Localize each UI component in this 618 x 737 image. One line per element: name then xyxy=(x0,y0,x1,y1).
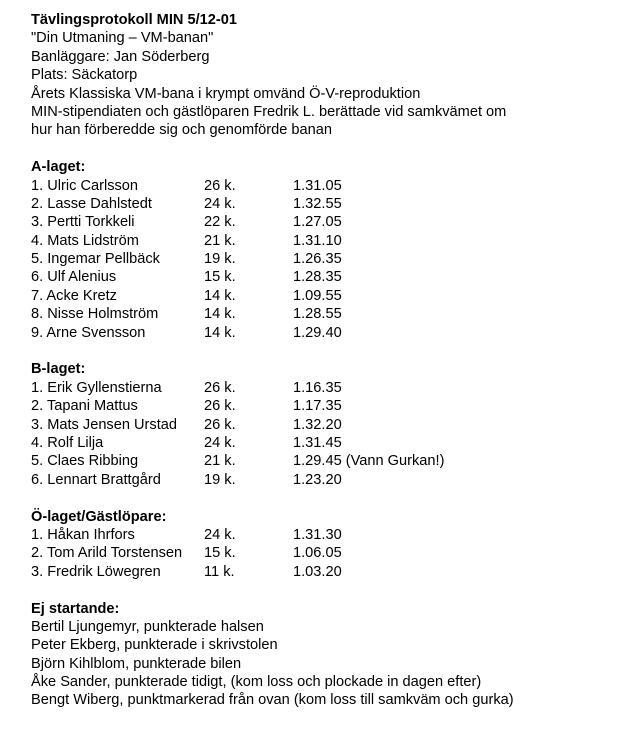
runner-time: 1.28.35 xyxy=(293,269,342,286)
runner-time: 1.32.55 xyxy=(293,195,342,212)
non-starter-line: Peter Ekberg, punkterade i skrivstolen xyxy=(31,637,278,654)
runner-score: 19 k. xyxy=(204,251,236,268)
intro-block xyxy=(31,29,611,139)
result-row xyxy=(31,452,611,470)
intro-line: Plats: Säckatorp xyxy=(31,67,138,84)
runner-score: 24 k. xyxy=(204,434,236,451)
result-row xyxy=(31,526,611,544)
runner-score: 22 k. xyxy=(204,214,236,231)
non-starter-line: Bengt Wiberg, punktmarkerad från ovan (kom loss till samkväm och gurka) xyxy=(31,692,514,709)
runner-time: 1.31.45 xyxy=(293,434,342,451)
runner-score: 26 k. xyxy=(204,379,236,396)
runner-name: 2. Tapani Mattus xyxy=(31,398,138,415)
runner-score: 21 k. xyxy=(204,453,236,470)
runner-score: 14 k. xyxy=(204,306,236,323)
result-row xyxy=(31,416,611,434)
result-row xyxy=(31,195,611,213)
runner-score: 26 k. xyxy=(204,398,236,415)
section-heading: Ej startande: xyxy=(31,600,120,617)
result-row xyxy=(31,563,611,581)
non-starters-section xyxy=(31,600,611,710)
result-row xyxy=(31,434,611,452)
runner-time: 1.31.10 xyxy=(293,232,342,249)
runner-time: 1.29.45 (Vann Gurkan!) xyxy=(293,453,445,470)
runner-time: 1.16.35 xyxy=(293,379,342,396)
result-row xyxy=(31,268,611,286)
result-row xyxy=(31,324,611,342)
runner-name: 3. Fredrik Löwegren xyxy=(31,563,161,580)
runner-name: 5. Ingemar Pellbäck xyxy=(31,251,160,268)
runner-name: 4. Rolf Lilja xyxy=(31,434,104,451)
intro-line: "Din Utmaning – VM-banan" xyxy=(31,30,214,47)
intro-line: Banläggare: Jan Söderberg xyxy=(31,48,210,65)
intro-line: MIN-stipendiaten och gästlöparen Fredrik L. berättade vid samkvämet om xyxy=(31,103,507,120)
runner-name: 1. Erik Gyllenstierna xyxy=(31,379,162,396)
runner-score: 14 k. xyxy=(204,324,236,341)
runner-name: 1. Håkan Ihrfors xyxy=(31,526,135,543)
runner-name: 8. Nisse Holmström xyxy=(31,306,159,323)
result-row xyxy=(31,544,611,562)
runner-time: 1.17.35 xyxy=(293,398,342,415)
section-heading: Ö-laget/Gästlöpare: xyxy=(31,508,167,525)
team-section-b xyxy=(31,360,611,489)
result-row xyxy=(31,287,611,305)
runner-name: 7. Acke Kretz xyxy=(31,287,117,304)
result-row xyxy=(31,305,611,323)
runner-score: 26 k. xyxy=(204,416,236,433)
runner-name: 6. Lennart Brattgård xyxy=(31,471,161,488)
result-row xyxy=(31,232,611,250)
non-starter-line: Åke Sander, punkterade tidigt, (kom loss och plockade in dagen efter) xyxy=(31,674,482,691)
runner-score: 15 k. xyxy=(204,545,236,562)
runner-time: 1.32.20 xyxy=(293,416,342,433)
runner-name: 1. Ulric Carlsson xyxy=(31,177,139,194)
non-starter-line: Björn Kihlblom, punkterade bilen xyxy=(31,655,242,672)
runner-score: 26 k. xyxy=(204,177,236,194)
runner-score: 24 k. xyxy=(204,526,236,543)
runner-name: 9. Arne Svensson xyxy=(31,324,146,341)
runner-name: 5. Claes Ribbing xyxy=(31,453,139,470)
team-section-a xyxy=(31,158,611,342)
document xyxy=(31,11,611,710)
runner-time: 1.31.30 xyxy=(293,526,342,543)
runner-name: 3. Mats Jensen Urstad xyxy=(31,416,178,433)
intro-line: Årets Klassiska VM-bana i krympt omvänd Ö-V-reproduktion xyxy=(31,85,421,102)
spacer xyxy=(31,140,611,158)
runner-time: 1.06.05 xyxy=(293,545,342,562)
result-row xyxy=(31,379,611,397)
runner-time: 1.28.55 xyxy=(293,306,342,323)
runner-time: 1.09.55 xyxy=(293,287,342,304)
result-row xyxy=(31,397,611,415)
non-starter-line: Bertil Ljungemyr, punkterade halsen xyxy=(31,618,264,635)
runner-score: 19 k. xyxy=(204,471,236,488)
runner-time: 1.27.05 xyxy=(293,214,342,231)
result-row xyxy=(31,471,611,489)
spacer xyxy=(31,489,611,507)
section-heading: A-laget: xyxy=(31,159,86,176)
runner-time: 1.31.05 xyxy=(293,177,342,194)
runner-score: 24 k. xyxy=(204,195,236,212)
runner-name: 3. Pertti Torkkeli xyxy=(31,214,135,231)
runner-score: 15 k. xyxy=(204,269,236,286)
result-row xyxy=(31,213,611,231)
runner-name: 2. Lasse Dahlstedt xyxy=(31,195,152,212)
team-section-guests xyxy=(31,508,611,582)
runner-name: 4. Mats Lidström xyxy=(31,232,139,249)
intro-line: hur han förberedde sig och genomförde banan xyxy=(31,122,333,139)
section-heading: B-laget: xyxy=(31,361,86,378)
runner-time: 1.03.20 xyxy=(293,563,342,580)
result-row xyxy=(31,250,611,268)
runner-score: 14 k. xyxy=(204,287,236,304)
runner-time: 1.23.20 xyxy=(293,471,342,488)
document-title: Tävlingsprotokoll MIN 5/12-01 xyxy=(31,12,237,28)
runner-score: 21 k. xyxy=(204,232,236,249)
runner-name: 6. Ulf Alenius xyxy=(31,269,117,286)
runner-name: 2. Tom Arild Torstensen xyxy=(31,545,183,562)
runner-time: 1.29.40 xyxy=(293,324,342,341)
spacer xyxy=(31,342,611,360)
spacer xyxy=(31,581,611,599)
runner-score: 11 k. xyxy=(204,563,235,580)
runner-time: 1.26.35 xyxy=(293,251,342,268)
result-row xyxy=(31,177,611,195)
